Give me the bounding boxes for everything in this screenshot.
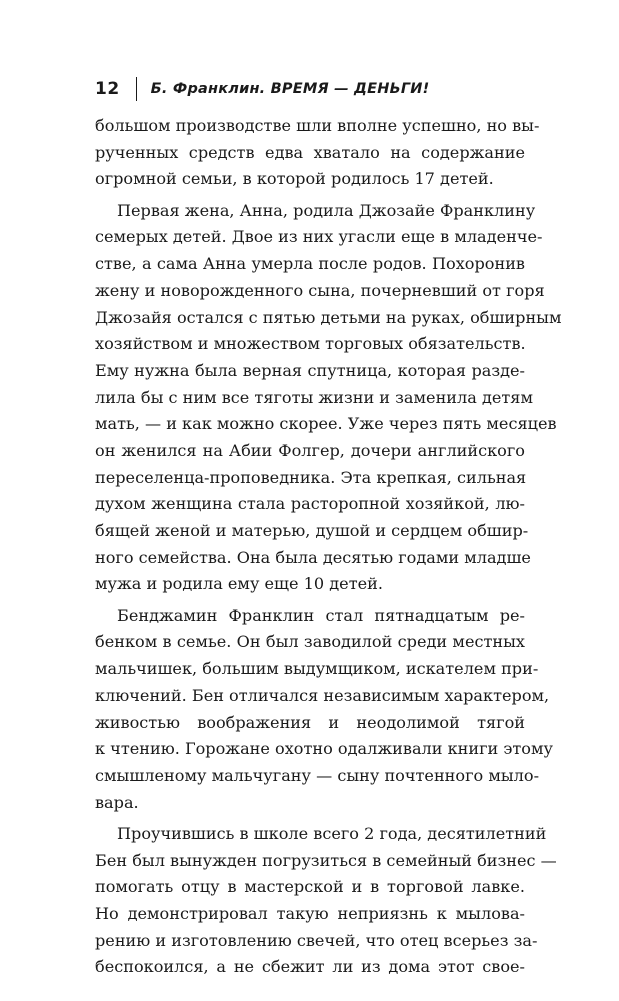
text-line: бенком в семье. Он был заводилой среди местных	[95, 632, 525, 652]
text-line: помогать отцу в мастерской и в торговой лавке.	[95, 877, 525, 897]
page-header	[95, 77, 429, 101]
text-line: Бенджамин Франклин стал пятнадцатым ре-	[117, 605, 525, 625]
paragraph-1	[95, 113, 540, 193]
text-line: он женился на Абии Фолгер, дочери английского	[95, 440, 525, 460]
text-line: большом производстве шли вполне успешно, но вы-	[95, 116, 540, 135]
text-line: Первая жена, Анна, родила Джозайе Франклину	[117, 200, 536, 220]
paragraph-2	[95, 198, 562, 598]
text-line: ключений. Бен отличался независимым характером,	[95, 685, 550, 705]
text-line: Проучившись в школе всего 2 года, десятилетний	[117, 823, 547, 843]
text-line: беспокоился, а не сбежит ли из дома этот свое-	[95, 957, 525, 977]
paragraph-4	[95, 821, 557, 981]
paragraph-3	[95, 603, 553, 817]
text-line: огромной семьи, в которой родилось 17 детей.	[95, 169, 494, 189]
text-line: смышленому мальчугану — сыну почтенного мыло-	[95, 765, 540, 785]
text-line: переселенца-проповедника. Эта крепкая, сильная	[95, 467, 527, 487]
header-divider	[136, 77, 137, 101]
text-line: Но демонстрировал такую неприязнь к мылова-	[95, 904, 525, 923]
page-number: 12	[95, 79, 120, 99]
text-line: живостью воображения и неодолимой тягой	[95, 712, 525, 732]
text-line: Бен был вынужден погрузиться в семейный бизнес —	[95, 850, 557, 870]
text-line: стве, а сама Анна умерла после родов. Похоронив	[95, 254, 525, 274]
body-text	[95, 113, 562, 986]
text-line: рученных средств едва хватало на содержание	[95, 142, 525, 162]
text-line: лила бы с ним все тяготы жизни и заменила детям	[95, 387, 533, 407]
text-line: Ему нужна была верная спутница, которая разде-	[95, 360, 525, 380]
text-line: мальчишек, большим выдумщиком, искателем при-	[95, 659, 539, 679]
running-head: Б. Франклин. ВРЕМЯ — ДЕНЬГИ!	[150, 81, 430, 97]
text-line: семерых детей. Двое из них угасли еще в младенче-	[95, 227, 543, 247]
text-line: хозяйством и множеством торговых обязательств.	[95, 334, 526, 354]
text-line: к чтению. Горожане охотно одалживали книги этому	[95, 739, 553, 759]
text-line: рению и изготовлению свечей, что отец всерьез за-	[95, 930, 538, 950]
text-line: духом женщина стала расторопной хозяйкой, лю-	[95, 494, 525, 514]
text-line: жену и новорожденного сына, почерневший от горя	[95, 280, 545, 300]
text-line: мужа и родила ему еще 10 детей.	[95, 574, 383, 594]
text-line: Джозайя остался с пятью детьми на руках, обширным	[95, 307, 562, 327]
text-line: вара.	[95, 792, 139, 812]
text-line: бящей женой и матерью, душой и сердцем обшир-	[95, 521, 529, 540]
text-line: ного семейства. Она была десятью годами младше	[95, 547, 531, 567]
text-line: мать, — и как можно скорее. Уже через пять месяцев	[95, 414, 557, 434]
